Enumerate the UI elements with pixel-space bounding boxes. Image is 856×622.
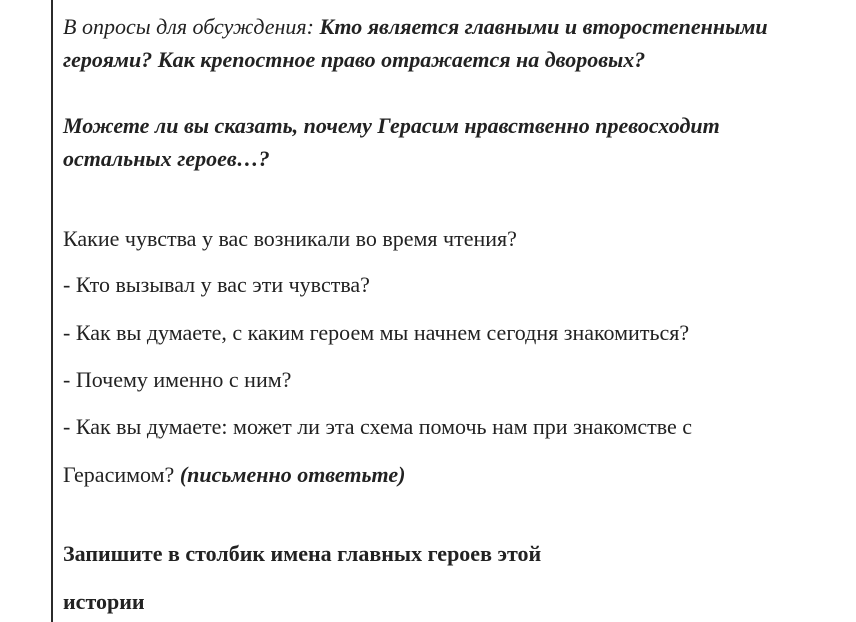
- question-item: - Кто вызывал у вас эти чувства?: [63, 272, 370, 297]
- gerasim-question-line1: Можете ли вы сказать, почему Герасим нравственно превосходит: [63, 113, 720, 138]
- question-item: Какие чувства у вас возникали во время чтения?: [63, 226, 517, 251]
- last-question-line: [63, 462, 405, 488]
- task-line1: Запишите в столбик имена главных героев этой: [63, 541, 542, 566]
- intro-prefix: В опросы для обсуждения:: [63, 14, 320, 39]
- intro-line-1: [63, 14, 768, 40]
- question-item: - Как вы думаете: может ли эта схема помочь нам при знакомстве с: [63, 414, 693, 439]
- left-border-line: [51, 0, 53, 622]
- intro-question-part1: Кто является главными и второстепенными: [319, 14, 768, 39]
- intro-question-part2: героями? Как крепостное право отражается на дворовых?: [63, 47, 646, 72]
- question-item: - Почему именно с ним?: [63, 367, 292, 392]
- written-answer-note: (письменно ответьте): [179, 462, 406, 487]
- gerasim-question-line2: остальных героев…?: [63, 146, 270, 171]
- question-item: - Как вы думаете, с каким героем мы начнем сегодня знакомиться?: [63, 320, 690, 345]
- task-line2: истории: [63, 589, 145, 614]
- last-question-text: Герасимом?: [63, 462, 180, 487]
